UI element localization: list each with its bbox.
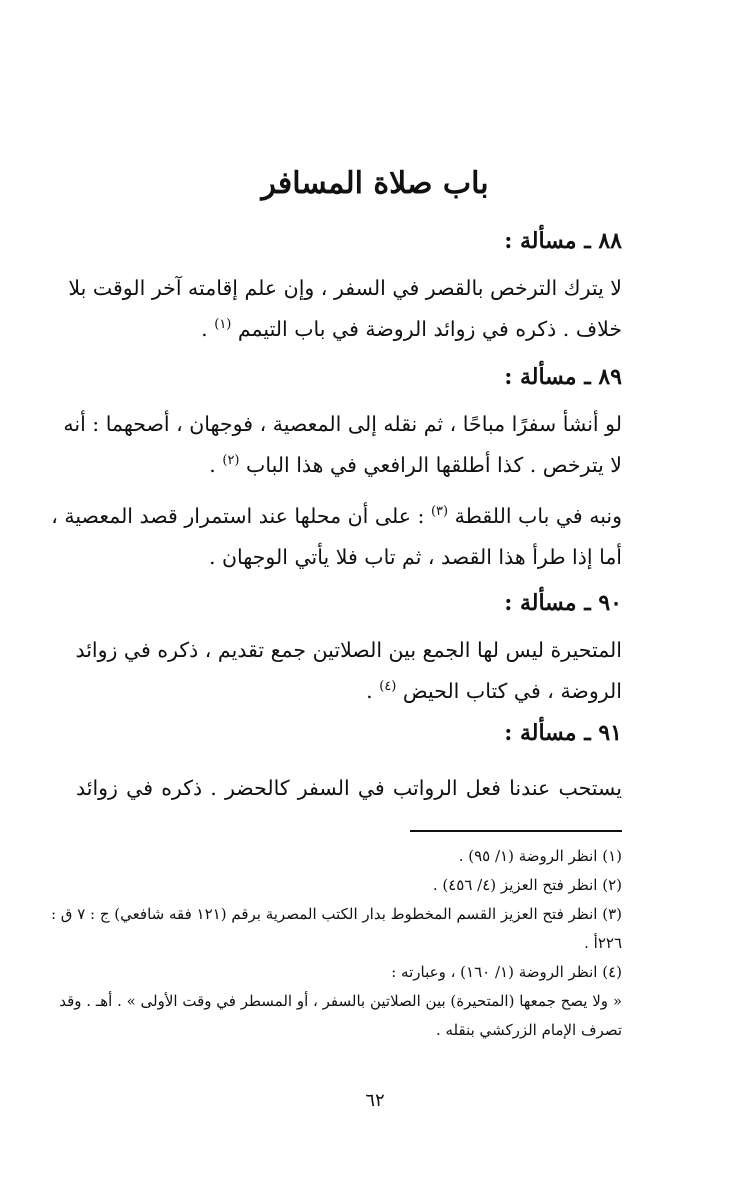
text-line: لو أنشأ سفرًا مباحًا ، ثم نقله إلى المعصية ، فوجهان ، أصحهما : أنه [63, 412, 622, 436]
text-line: المتحيرة ليس لها الجمع بين الصلاتين جمع تقديم ، ذكره في زوائد [75, 638, 622, 662]
issue-89-paragraph-2 [51, 496, 622, 578]
footnote-ref[interactable]: (٣) [430, 504, 449, 520]
footnote-separator [410, 830, 622, 832]
footnote-3-continued: ٢٢٦أ . [584, 934, 622, 952]
footnote-4-continued: تصرف الإمام الزركشي بنقله . [435, 1021, 622, 1039]
issue-91-heading: ٩١ ـ مسألة : [504, 720, 622, 746]
footnote-4-quote: « ولا يصح جمعها (المتحيرة) بين الصلاتين بالسفر ، أو المسطر في وقت الأولى » . أهـ . وقد [59, 992, 622, 1010]
page-number: ٦٢ [365, 1090, 385, 1111]
footnote-2: (٢) انظر فتح العزيز (٤/ ٤٥٦) . [432, 876, 622, 894]
footnote-ref[interactable]: (٢) [222, 453, 240, 469]
issue-90-paragraph [76, 630, 622, 712]
issue-90-heading: ٩٠ ـ مسألة : [504, 590, 622, 616]
issue-88-heading: ٨٨ ـ مسألة : [504, 228, 622, 254]
text-line: يستحب عندنا فعل الرواتب في السفر كالحضر . ذكره في زوائد [76, 776, 622, 800]
text-line: أما إذا طرأ هذا القصد ، ثم تاب فلا يأتي الوجهان . [208, 545, 622, 569]
footnote-1: (١) انظر الروضة (١/ ٩٥) . [458, 847, 622, 865]
issue-89-paragraph-1 [63, 404, 622, 486]
text-line: الروضة ، في كتاب الحيض $^{(٤)}$ . [366, 679, 622, 703]
issue-91-paragraph [76, 768, 622, 809]
footnote-ref[interactable]: (٤) [379, 679, 397, 695]
text-line: لا يترك الترخص بالقصر في السفر ، وإن علم إقامته آخر الوقت بلا [68, 276, 622, 300]
issue-88-paragraph [68, 268, 622, 350]
footnote-4: (٤) انظر الروضة (١/ ١٦٠) ، وعبارته : [391, 963, 622, 981]
chapter-title: باب صلاة المسافر [261, 166, 489, 201]
text-line: خلاف . ذكره في زوائد الروضة في باب التيمم $^{(١)}$ . [201, 317, 622, 341]
issue-89-heading: ٨٩ ـ مسألة : [504, 364, 622, 390]
footnote-3: (٣) انظر فتح العزيز القسم المخطوط بدار الكتب المصرية برقم (١٢١ فقه شافعي) ج : ٧ ق : [50, 905, 622, 923]
footnotes [50, 842, 622, 1045]
footnote-ref[interactable]: (١) [214, 317, 232, 333]
text-line: لا يترخص . كذا أطلقها الرافعي في هذا الباب $^{(٢)}$ . [209, 453, 622, 477]
text-line: ونبه في باب اللقطة $^{(٣)}$ : على أن محلها عند استمرار قصد المعصية ، [51, 504, 622, 528]
